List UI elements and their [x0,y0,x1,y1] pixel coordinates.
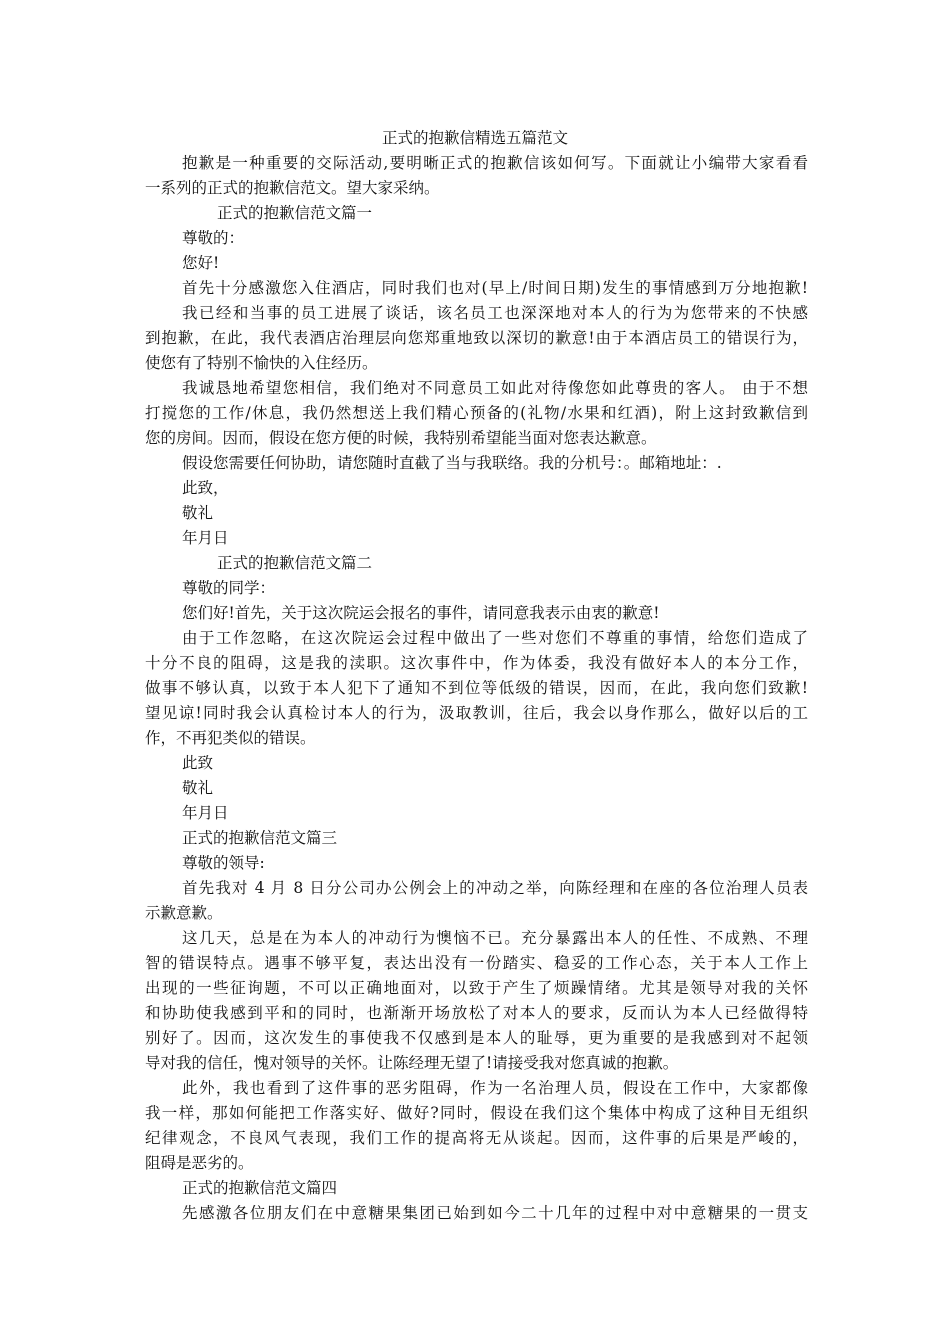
paragraph-line: 使您有了特别不愉快的入住经历。 [145,354,378,372]
paragraph-line: 智的错误特点。遇事不够平复，表达出没有一份踏实、稳妥的工作心态，关于本人工作上 [145,954,808,972]
paragraph-line: 望见谅!同时我会认真检讨本人的行为，汲取教训，往后，我会以身作那么，做好以后的工 [145,704,808,722]
paragraph-line: 纪律观念，不良风气表现，我们工作的提高将无从谈起。因而，这件事的后果是严峻的， [145,1129,808,1147]
paragraph-line: 您的房间。因而，假设在您方便的时候，我特别希望能当面对您表达歉意。 [145,429,657,447]
date-line: 年月日 [182,529,229,547]
paragraph-line: 我已经和当事的员工进展了谈话，该名员工也深深地对本人的行为为您带来的不快感 [182,304,808,322]
paragraph-line: 作，不再犯类似的错误。 [145,729,316,747]
paragraph-line: 到抱歉，在此，我代表酒店治理层向您郑重地致以深切的歉意!由于本酒店员工的错误行为， [145,329,808,347]
paragraph-line: 出现的一些征询题，不可以正确地面对，以致于产生了烦躁情绪。尤其是领导对我的关怀 [145,979,808,997]
paragraph-line: 和协助使我感到平和的同时，也渐渐开场放松了对本人的要求，反而认为本人已经做得特 [145,1004,808,1022]
salutation: 尊敬的领导: [182,854,265,872]
paragraph-line: 打搅您的工作/休息，我仍然想送上我们精心预备的(礼物/水果和红酒)，附上这封致歉信到 [145,404,808,422]
closing-line: 敬礼 [182,504,214,522]
paragraph-line: 示歉意歉。 [145,904,223,922]
section-heading: 正式的抱歉信范文篇四 [182,1179,338,1197]
paragraph-line: 这几天，总是在为本人的冲动行为懊恼不已。充分暴露出本人的任性、不成熟、不理 [182,929,808,947]
paragraph-line: 我一样，那如何能把工作落实好、做好?同时，假设在我们这个集体中构成了这种目无组织 [145,1104,808,1122]
closing-line: 此致， [182,479,229,497]
closing-line: 此致 [182,754,214,772]
paragraph-line: 做事不够认真，以致于本人犯下了通知不到位等低级的错误，因而，在此，我向您们致歉! [145,679,808,697]
paragraph-line: 首先我对 4 月 8 日分公司办公例会上的冲动之举，向陈经理和在座的各位治理人员表 [182,879,808,897]
document-title: 正式的抱歉信精选五篇范文 [381,129,568,147]
paragraph-line: 您们好!首先，关于这次院运会报名的事件，请同意我表示由衷的歉意! [182,604,660,622]
date-line: 年月日 [182,804,229,822]
closing-line: 敬礼 [182,779,214,797]
salutation: 尊敬的： [182,229,245,247]
paragraph-line: 抱歉是一种重要的交际活动,要明晰正式的抱歉信该如何写。下面就让小编带大家看看 [182,154,808,172]
paragraph-line: 导对我的信任，愧对领导的关怀。让陈经理无望了!请接受我对您真诚的抱歉。 [145,1054,679,1072]
section-heading: 正式的抱歉信范文篇一 [217,204,373,222]
paragraph-line: 我诚恳地希望您相信，我们绝对不同意员工如此对待像您如此尊贵的客人。 由于不想 [182,379,808,397]
section-heading: 正式的抱歉信范文篇三 [182,829,338,847]
paragraph-line: 此外，我也看到了这件事的恶劣阻碍，作为一名治理人员，假设在工作中，大家都像 [182,1079,808,1097]
section-heading: 正式的抱歉信范文篇二 [217,554,373,572]
paragraph-line: 十分不良的阻碍，这是我的渎职。这次事件中，作为体委，我没有做好本人的本分工作， [145,654,808,672]
paragraph-line: 一系列的正式的抱歉信范文。望大家采纳。 [145,179,440,197]
paragraph-line: 由于工作忽略，在这次院运会过程中做出了一些对您们不尊重的事情，给您们造成了 [182,629,808,647]
greeting: 您好! [182,254,220,272]
paragraph-line: 首先十分感激您入住酒店，同时我们也对(早上/时间日期)发生的事情感到万分地抱歉! [182,279,808,297]
paragraph-line: 假设您需要任何协助，请您随时直截了当与我联络。我的分机号：。邮箱地址：. [182,454,722,472]
paragraph-line: 先感激各位朋友们在中意糖果集团已始到如今二十几年的过程中对中意糖果的一贯支 [182,1204,808,1222]
salutation: 尊敬的同学： [182,579,276,597]
paragraph-line: 阻碍是恶劣的。 [145,1154,254,1172]
paragraph-line: 别好了。因而，这次发生的事使我不仅感到是本人的耻辱，更为重要的是我感到对不起领 [145,1029,808,1047]
